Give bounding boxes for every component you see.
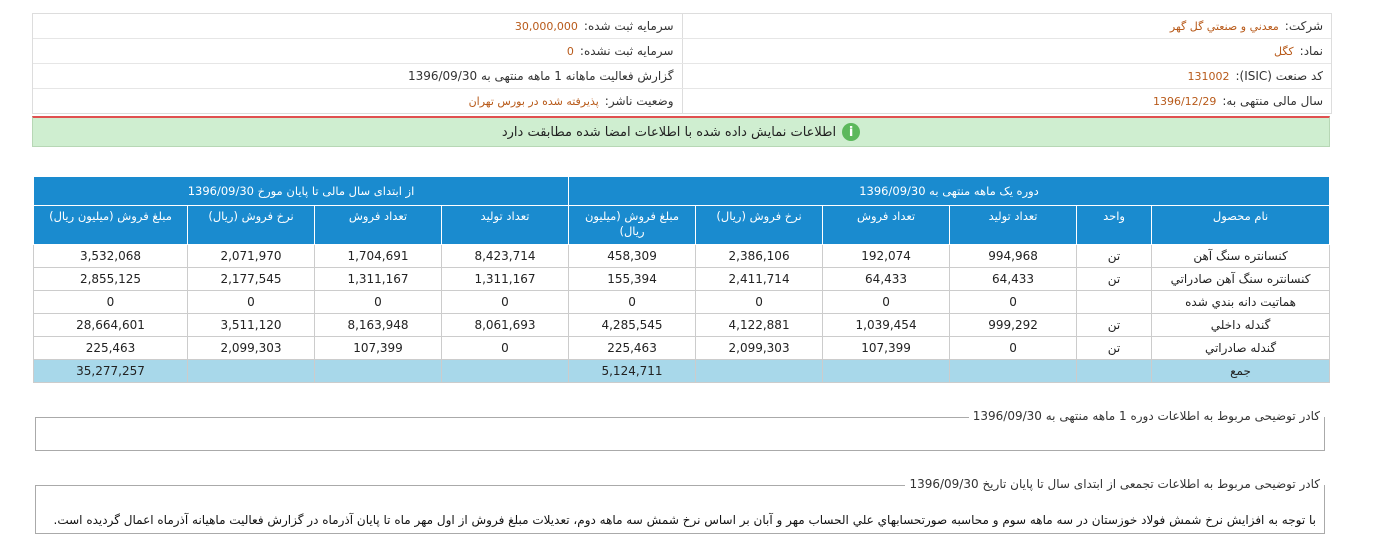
table-cell: 3,511,120 (188, 314, 315, 337)
company-info-panel (32, 13, 1332, 114)
capital-unregistered-value: 0 (566, 44, 574, 58)
total-row (34, 360, 1330, 383)
table-cell: 0 (315, 291, 442, 314)
table-row (34, 291, 1330, 314)
column-header: تعداد فروش (823, 206, 950, 245)
table-cell: 155,394 (569, 268, 696, 291)
column-header: نرخ فروش (ریال) (696, 206, 823, 245)
table-cell: 0 (34, 291, 188, 314)
capital-unregistered-label: سرمایه ثبت نشده: (579, 44, 674, 58)
table-cell (442, 360, 569, 383)
column-header: تعداد فروش (315, 206, 442, 245)
table-cell (950, 360, 1077, 383)
table-cell: 28,664,601 (34, 314, 188, 337)
table-cell: 107,399 (315, 337, 442, 360)
table-cell: 2,855,125 (34, 268, 188, 291)
table-cell: 0 (442, 291, 569, 314)
product-name-cell: کنسانتره سنگ آهن صادراتي (1152, 268, 1330, 291)
table-cell: 0 (950, 337, 1077, 360)
group-header-month: دوره یک ماهه منتهی به 1396/09/30 (569, 177, 1330, 206)
alert-text: اطلاعات نمایش داده شده با اطلاعات امضا شده مطابقت دارد (501, 124, 837, 140)
table-cell: 0 (696, 291, 823, 314)
table-cell: 64,433 (823, 268, 950, 291)
table-cell (823, 360, 950, 383)
table-row (34, 268, 1330, 291)
table-cell: 2,177,545 (188, 268, 315, 291)
table-cell: 0 (442, 337, 569, 360)
table-cell: 999,292 (950, 314, 1077, 337)
table-cell: 225,463 (569, 337, 696, 360)
table-cell: 2,071,970 (188, 245, 315, 268)
symbol-value[interactable]: کگل (1274, 44, 1294, 58)
ytd-notes-box (35, 477, 1325, 534)
table-cell: 2,099,303 (188, 337, 315, 360)
table-cell: 4,122,881 (696, 314, 823, 337)
table-cell: 192,074 (823, 245, 950, 268)
table-cell: 4,285,545 (569, 314, 696, 337)
table-cell: 1,704,691 (315, 245, 442, 268)
table-cell: 1,311,167 (442, 268, 569, 291)
column-header: واحد (1077, 206, 1152, 245)
company-value[interactable]: معدني و صنعتي گل گهر (1169, 19, 1279, 33)
table-cell: 2,099,303 (696, 337, 823, 360)
table-cell: 0 (569, 291, 696, 314)
production-sales-table (33, 176, 1330, 383)
monthly-notes-box (35, 409, 1325, 451)
group-header-ytd: از ابتدای سال مالی تا پایان مورخ 1396/09/30 (34, 177, 569, 206)
table-cell: 1,039,454 (823, 314, 950, 337)
table-cell: 64,433 (950, 268, 1077, 291)
table-row (34, 337, 1330, 360)
table-cell: 2,386,106 (696, 245, 823, 268)
table-cell: تن (1077, 268, 1152, 291)
table-cell: 35,277,257 (34, 360, 188, 383)
column-header: تعداد تولید (950, 206, 1077, 245)
isic-value: 131002 (1187, 69, 1230, 83)
table-cell (315, 360, 442, 383)
table-row (34, 314, 1330, 337)
monthly-notes-legend: کادر توضیحی مربوط به اطلاعات دوره 1 ماهه منتهی به 1396/09/30 (969, 409, 1324, 423)
table-cell: 0 (188, 291, 315, 314)
isic-label: کد صنعت (ISIC): (1235, 69, 1323, 83)
verification-alert (32, 116, 1330, 147)
column-header: نام محصول (1152, 206, 1330, 245)
table-cell: تن (1077, 245, 1152, 268)
table-cell: 1,311,167 (315, 268, 442, 291)
table-cell: 5,124,711 (569, 360, 696, 383)
table-cell: 0 (823, 291, 950, 314)
table-cell (188, 360, 315, 383)
table-cell (1077, 360, 1152, 383)
table-cell: 8,061,693 (442, 314, 569, 337)
capital-registered-label: سرمایه ثبت شده: (583, 19, 674, 33)
column-header: مبلغ فروش (میلیون ریال) (34, 206, 188, 245)
table-cell: 0 (950, 291, 1077, 314)
column-header: مبلغ فروش (میلیون ریال) (569, 206, 696, 245)
table-cell: 3,532,068 (34, 245, 188, 268)
table-row (34, 245, 1330, 268)
ytd-notes-text: با توجه به افزايش نرخ شمش فولاد خوزستان در سه ماهه سوم و محاسبه صورتحسابهاي علي الحساب مهر و آبان بر اساس نرخ شمش سه ماهه دوم، تعديلات مبلغ فروش از اول مهر ماه تا پايان آذرماه در گزارش فعاليت ماهيانه آذرماه اعمال گرديده است. (53, 513, 1316, 527)
table-cell: تن (1077, 337, 1152, 360)
product-name-cell: کنسانتره سنگ آهن (1152, 245, 1330, 268)
table-cell (1077, 291, 1152, 314)
status-label: وضعیت ناشر: (604, 94, 674, 108)
table-cell (696, 360, 823, 383)
table-cell: 2,411,714 (696, 268, 823, 291)
column-header: نرخ فروش (ریال) (188, 206, 315, 245)
table-cell: 994,968 (950, 245, 1077, 268)
company-label: شرکت: (1284, 19, 1323, 33)
product-name-cell: گندله داخلي (1152, 314, 1330, 337)
fiscal-value: 1396/12/29 (1152, 94, 1217, 108)
table-cell: 8,423,714 (442, 245, 569, 268)
column-header: تعداد تولید (442, 206, 569, 245)
product-name-cell: جمع (1152, 360, 1330, 383)
info-icon: i (842, 123, 860, 141)
product-name-cell: هماتيت دانه بندي شده (1152, 291, 1330, 314)
symbol-label: نماد: (1299, 44, 1323, 58)
product-name-cell: گندله صادراتي (1152, 337, 1330, 360)
capital-registered-value: 30,000,000 (514, 19, 578, 33)
report-label: گزارش فعالیت ماهانه 1 ماهه منتهی به 1396/09/30 (407, 69, 674, 83)
ytd-notes-legend: کادر توضیحی مربوط به اطلاعات تجمعی از ابتدای سال تا پایان تاریخ 1396/09/30 (905, 477, 1324, 491)
table-cell: 458,309 (569, 245, 696, 268)
table-cell: 225,463 (34, 337, 188, 360)
table-cell: 8,163,948 (315, 314, 442, 337)
status-value: پذيرفته شده در بورس تهران (468, 94, 599, 108)
fiscal-label: سال مالی منتهی به: (1222, 94, 1323, 108)
table-cell: تن (1077, 314, 1152, 337)
table-cell: 107,399 (823, 337, 950, 360)
